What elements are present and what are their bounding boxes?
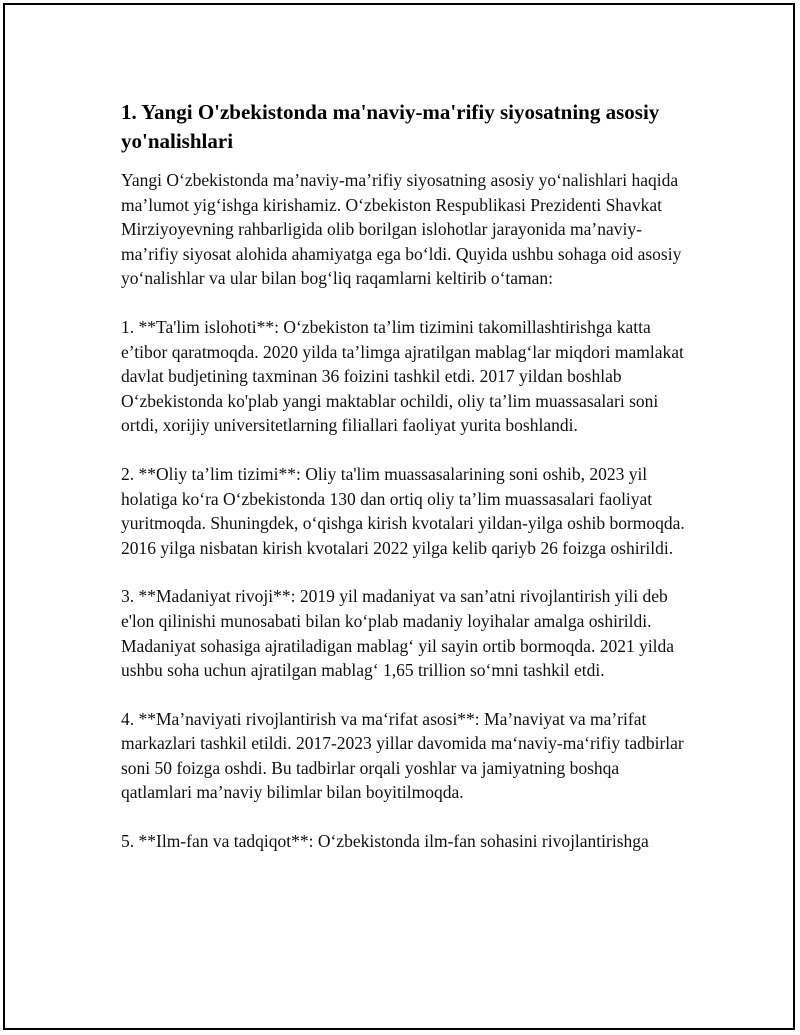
- paragraph-culture: 3. **Madaniyat rivoji**: 2019 yil madaniyat va san’atni rivojlantirish yili deb e'lon qilinishi munosabati bilan ko‘plab madaniy loyihalar amalga oshirildi. Madaniyat sohasiga ajratiladigan mablag‘ yil sayin ortib bormoqda. 2021 yilda ushbu soha uchun ajratilgan mablag‘ 1,65 trillion so‘mni tashkil etdi.: [121, 586, 675, 681]
- paragraph-spirituality: 4. **Ma’naviyati rivojlantirish va ma‘rifat asosi**: Ma’naviyat va ma’rifat markazlari tashkil etildi. 2017-2023 yillar davomida ma‘naviy-ma‘rifiy tadbirlar soni 50 foizga oshdi. Bu tadbirlar orqali yoshlar va jamiyatning boshqa qatlamlari ma’naviy bilimlar bilan boyitilmoqda.: [121, 708, 684, 803]
- document-body: [121, 98, 687, 878]
- section-heading: 1. Yangi O'zbekistonda ma'naviy-ma'rifiy siyosatning asosiy yo'nalishlari: [121, 100, 660, 153]
- paragraph-education-reform: 1. **Ta'lim islohoti**: O‘zbekiston ta’lim tizimini takomillashtirishga katta e’tibor qaratmoqda. 2020 yilda ta’limga ajratilgan mablag‘lar miqdori mamlakat davlat budjetining taxminan 36 foizini tashkil etdi. 2017 yildan boshlab O‘zbekistonda ko'plab yangi maktablar ochildi, oliy ta’lim muassasalari soni ortdi, xorijiy universitetlarning filiallari faoliyat yurita boshlandi.: [121, 316, 684, 436]
- intro-paragraph: Yangi O‘zbekistonda ma’naviy-ma’rifiy siyosatning asosiy yo‘nalishlari haqida ma’lumot yig‘ishga kirishamiz. O‘zbekiston Respublikasi Prezidenti Shavkat Mirziyoyevning rahbarligida olib borilgan islohotlar jarayonida ma’naviy-ma’rifiy siyosat alohida ahamiyatga ega bo‘ldi. Quyida ushbu sohaga oid asosiy yo‘nalishlar va ular bilan bog‘liq raqamlarni keltirib o‘taman:: [121, 170, 682, 289]
- paragraph-science: 5. **Ilm-fan va tadqiqot**: O‘zbekistonda ilm-fan sohasini rivojlantirishga: [121, 831, 649, 852]
- page-frame: [3, 3, 795, 1030]
- paragraph-higher-education: 2. **Oliy ta’lim tizimi**: Oliy ta'lim muassasalarining soni oshib, 2023 yil holatiga ko‘ra O‘zbekistonda 130 dan ortiq oliy ta’lim muassasalari faoliyat yuritmoqda. Shuningdek, o‘qishga kirish kvotalari yildan-yilga oshib bormoqda. 2016 yilga nisbatan kirish kvotalari 2022 yilga kelib qariyb 26 foizga oshirildi.: [121, 463, 685, 558]
